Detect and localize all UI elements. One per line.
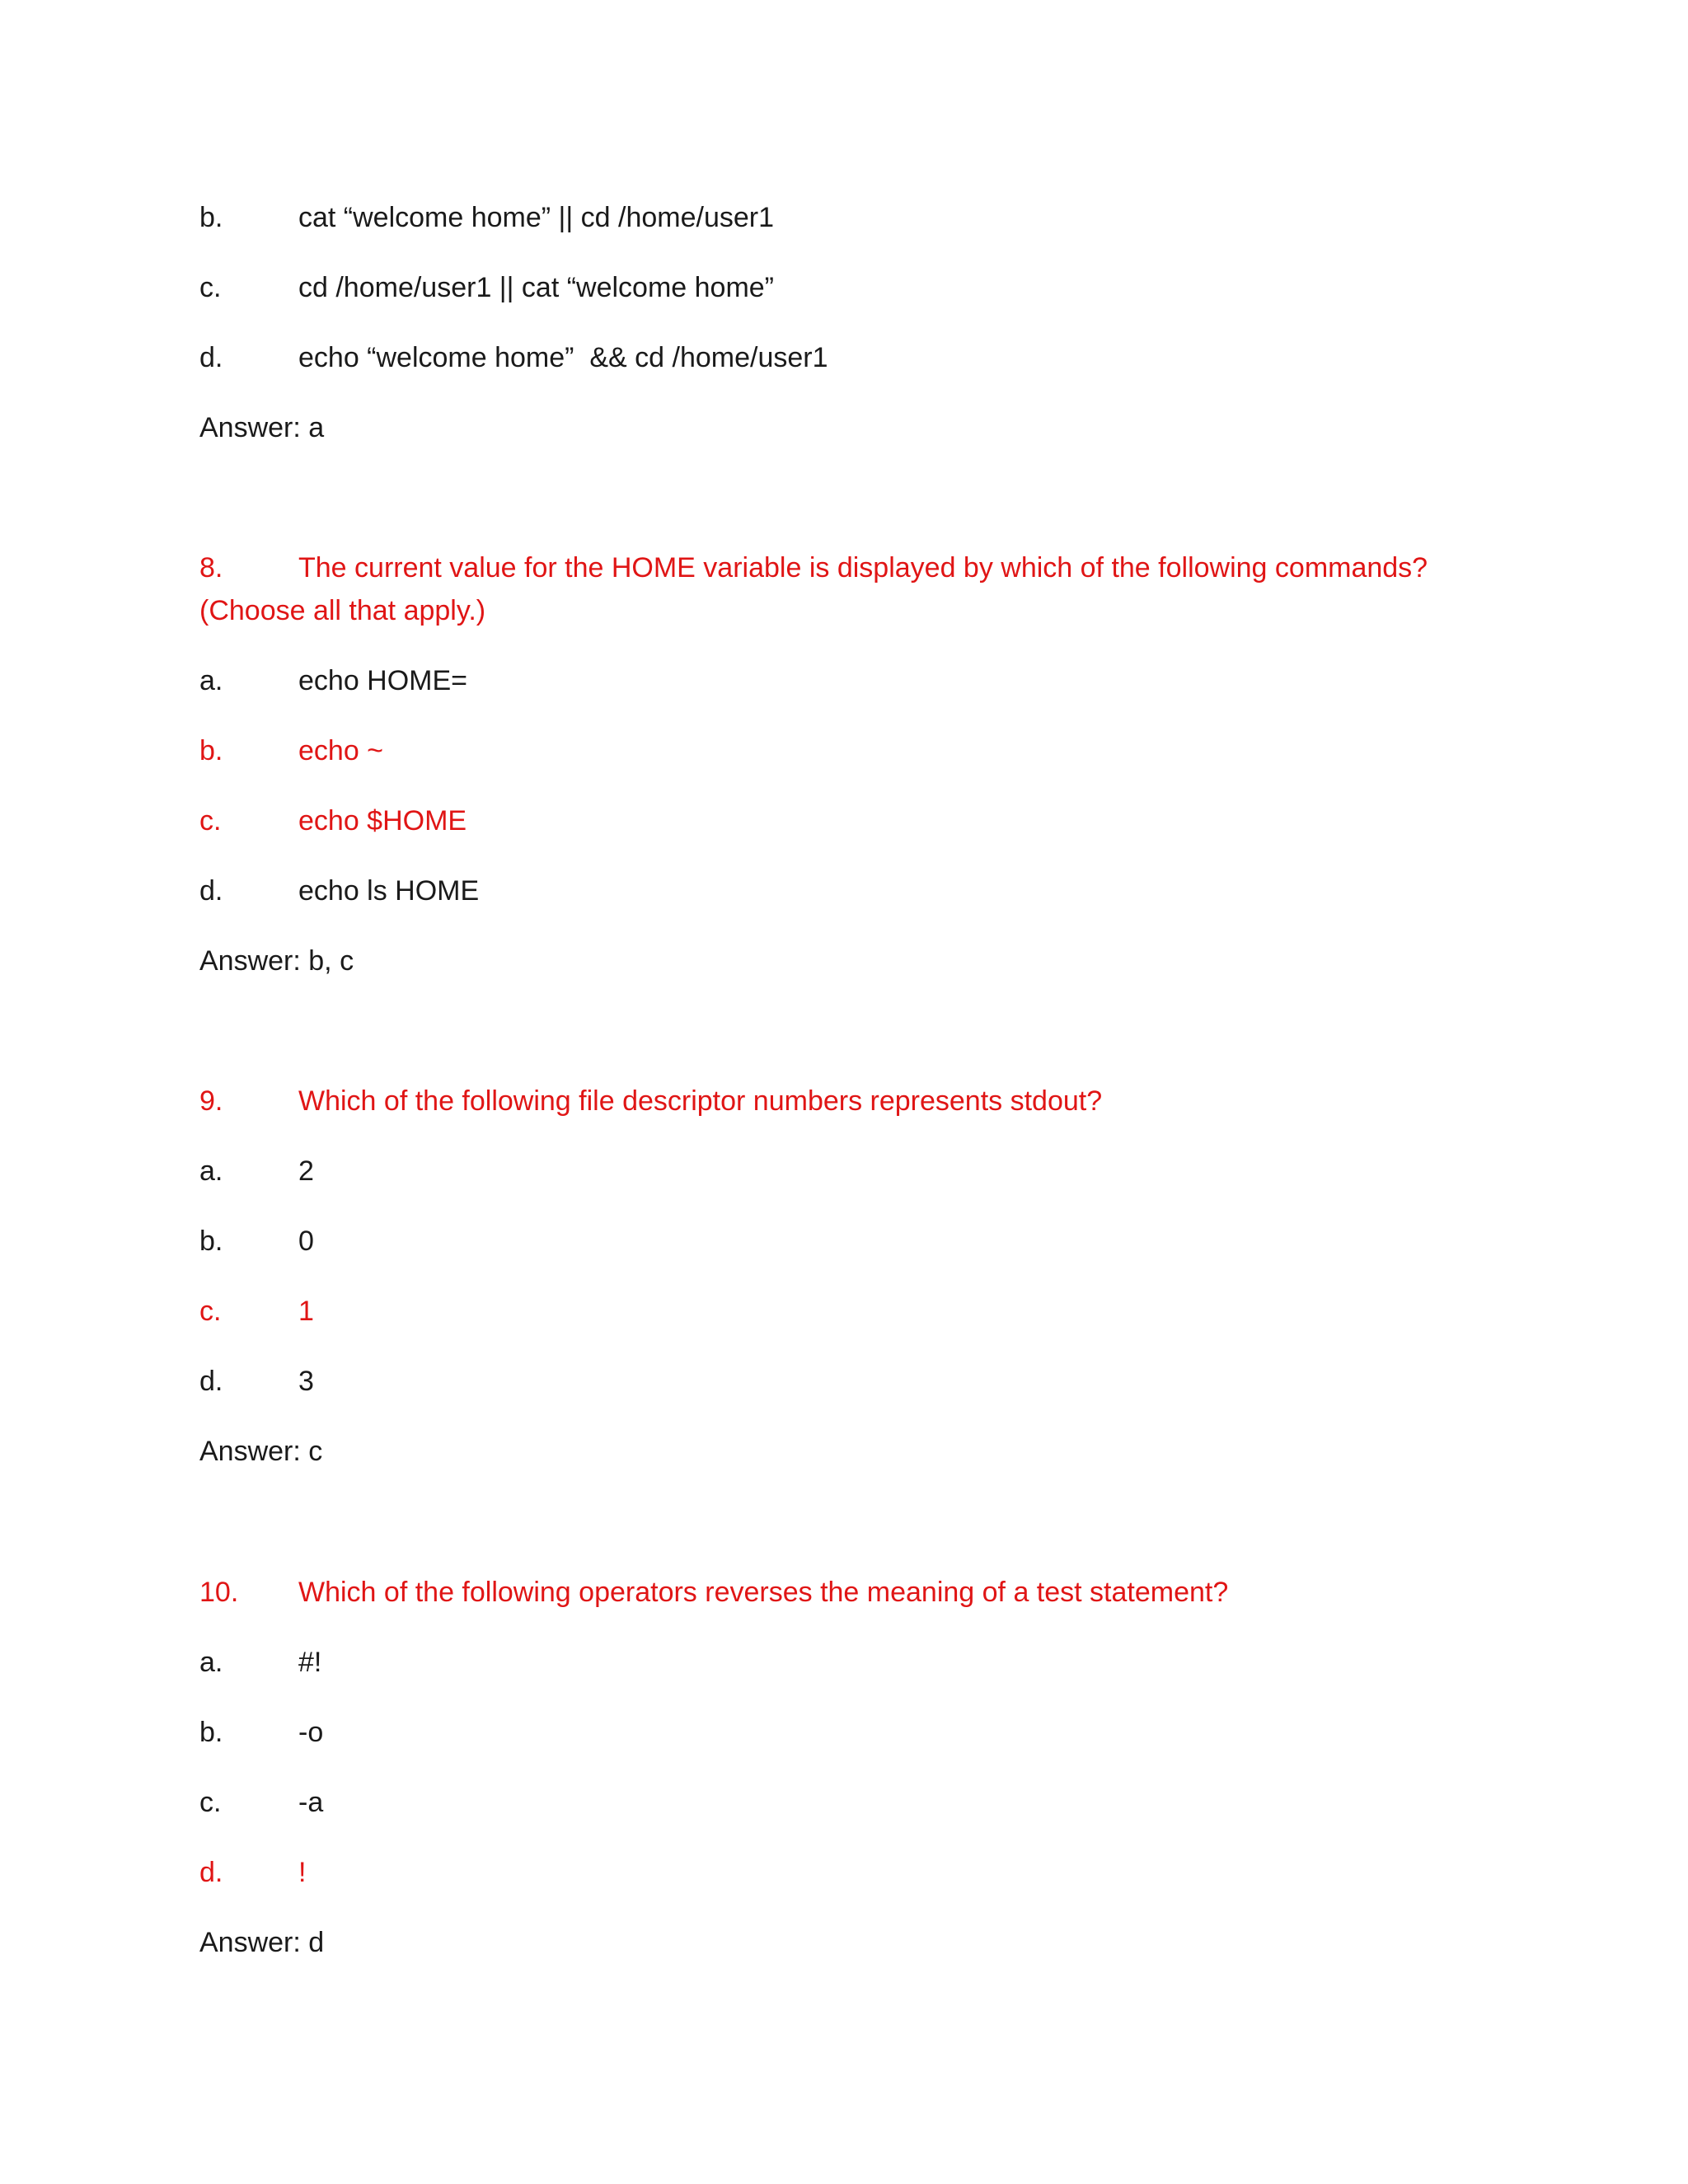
- option-text: echo ls HOME: [298, 875, 480, 907]
- option-label: c.: [199, 805, 222, 837]
- option-text: echo HOME=: [298, 665, 468, 696]
- option-text: !: [298, 1857, 307, 1888]
- option-label: c.: [199, 1296, 222, 1327]
- option-label: c.: [199, 1787, 222, 1818]
- option-text: 1: [298, 1296, 314, 1327]
- option-label: a.: [199, 1155, 223, 1187]
- q7-answer: Answer: a: [199, 412, 325, 443]
- question-text: Which of the following file descriptor numbers represents stdout?: [298, 1085, 1103, 1117]
- option-text: 2: [298, 1155, 314, 1187]
- option-text: -a: [298, 1787, 324, 1818]
- question-text-continued: (Choose all that apply.): [199, 595, 486, 626]
- option-text: cd /home/user1 || cat “welcome home”: [298, 272, 775, 303]
- q8-answer: Answer: b, c: [199, 945, 354, 977]
- option-label: d.: [199, 875, 223, 907]
- option-label: c.: [199, 272, 222, 303]
- option-text: cat “welcome home” || cd /home/user1: [298, 202, 775, 233]
- option-label: a.: [199, 1647, 223, 1678]
- question-number: 9.: [199, 1085, 223, 1117]
- question-text: The current value for the HOME variable is displayed by which of the following commands?: [298, 552, 1428, 583]
- option-text: -o: [298, 1717, 324, 1748]
- option-text: echo ~: [298, 735, 384, 766]
- option-label: d.: [199, 1857, 223, 1888]
- option-label: a.: [199, 665, 223, 696]
- option-label: b.: [199, 1717, 223, 1748]
- option-label: b.: [199, 202, 223, 233]
- question-number: 10.: [199, 1577, 239, 1608]
- q8-question: [199, 546, 1559, 632]
- question-number: 8.: [199, 552, 223, 583]
- q10-answer: Answer: d: [199, 1927, 325, 1958]
- option-label: b.: [199, 735, 223, 766]
- question-text: Which of the following operators reverses the meaning of a test statement?: [298, 1577, 1229, 1608]
- option-label: d.: [199, 1366, 223, 1397]
- option-text: #!: [298, 1647, 322, 1678]
- option-text: echo $HOME: [298, 805, 467, 837]
- option-label: d.: [199, 342, 223, 373]
- option-text: echo “welcome home” && cd /home/user1: [298, 342, 828, 373]
- option-text: 0: [298, 1226, 314, 1257]
- q9-answer: Answer: c: [199, 1436, 323, 1467]
- option-text: 3: [298, 1366, 314, 1397]
- option-label: b.: [199, 1226, 223, 1257]
